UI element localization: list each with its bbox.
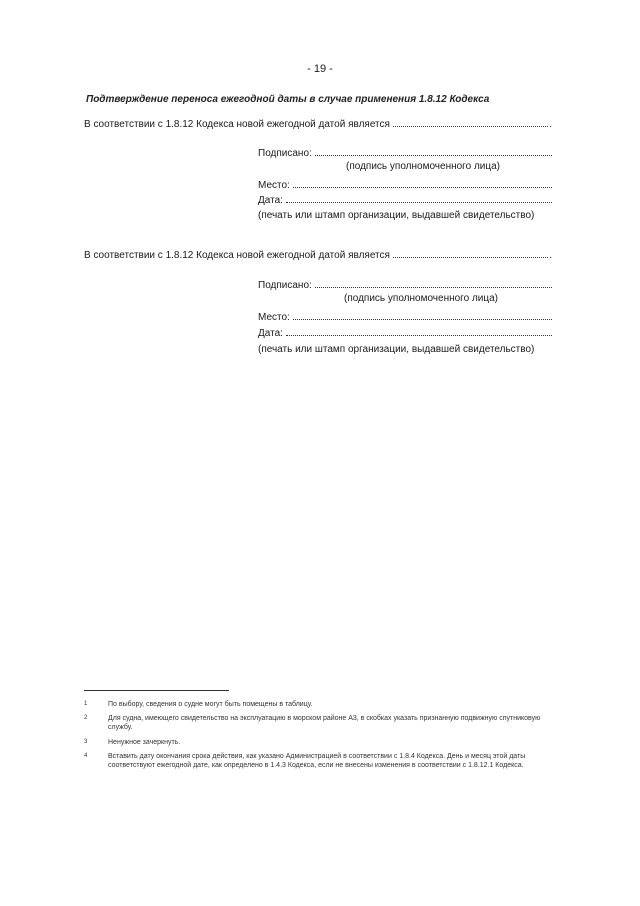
- block-1-place-label: Место:: [258, 180, 290, 191]
- block-2-intro-line: [84, 248, 552, 261]
- footnote-4-text: Вставить дату окончания срока действия, как указано Администрацией в соответствии с 1.8.4 Кодекса. День и месяц этой даты соответствуют ежегодной дате, как определено в 1.4.3 Кодекса, если не внесены изменения в соответствии с 1.8.12.1 Кодекса.: [108, 753, 526, 769]
- section-heading: Подтверждение переноса ежегодной даты в случае применения 1.8.12 Кодекса: [86, 94, 490, 105]
- footnote-3-number: 3: [84, 739, 88, 745]
- block-1-signature-note: (подпись уполномоченного лица): [346, 161, 500, 172]
- block-2-date-dots: [286, 326, 552, 336]
- block-2-intro-dots: [393, 248, 548, 258]
- block-2-signed-dots: [315, 278, 552, 288]
- block-1-seal-note: (печать или штамп организации, выдавшей свидетельство): [258, 210, 535, 221]
- block-2-intro-end: .: [549, 250, 552, 261]
- block-1-signed-line: [258, 146, 552, 159]
- block-1-intro-text: В соответствии с 1.8.12 Кодекса новой ежегодной датой является: [84, 119, 390, 130]
- footnote-2: [84, 714, 554, 732]
- block-2-place-label: Место:: [258, 312, 290, 323]
- footnote-3-text: Ненужное зачеркнуть.: [108, 739, 181, 746]
- block-2-date-label: Дата:: [258, 328, 283, 339]
- block-1-date-label: Дата:: [258, 195, 283, 206]
- footnote-1-number: 1: [84, 701, 88, 707]
- block-2-place-dots: [293, 310, 552, 320]
- footnote-1: [84, 700, 554, 709]
- footnote-1-text: По выбору, сведения о судне могут быть помещены в таблицу.: [108, 701, 313, 708]
- block-1-signed-dots: [315, 146, 552, 156]
- footnote-4: [84, 752, 554, 770]
- block-2-signed-line: [258, 278, 552, 291]
- block-1-intro-end: .: [549, 119, 552, 130]
- block-1-place-line: [258, 178, 552, 191]
- block-2-signed-label: Подписано:: [258, 280, 312, 291]
- block-2-seal-note: (печать или штамп организации, выдавшей свидетельство): [258, 344, 535, 355]
- footnote-2-number: 2: [84, 715, 88, 721]
- block-2-date-line: [258, 326, 552, 339]
- footnote-2-text: Для судна, имеющего свидетельство на эксплуатацию в морском районе А3, в скобках указать признанную подвижную спутниковую службу.: [108, 715, 541, 731]
- page-number: - 19 -: [307, 63, 333, 75]
- footnote-3: [84, 738, 554, 747]
- block-2-place-line: [258, 310, 552, 323]
- footnote-divider: [84, 690, 229, 691]
- block-1-date-dots: [286, 193, 552, 203]
- footnote-4-number: 4: [84, 753, 88, 759]
- block-2-signature-note: (подпись уполномоченного лица): [344, 293, 498, 304]
- block-1-place-dots: [293, 178, 552, 188]
- block-1-signed-label: Подписано:: [258, 148, 312, 159]
- block-2-intro-text: В соответствии с 1.8.12 Кодекса новой ежегодной датой является: [84, 250, 390, 261]
- block-1-intro-dots: [393, 117, 548, 127]
- block-1-date-line: [258, 193, 552, 206]
- block-1-intro-line: [84, 117, 552, 130]
